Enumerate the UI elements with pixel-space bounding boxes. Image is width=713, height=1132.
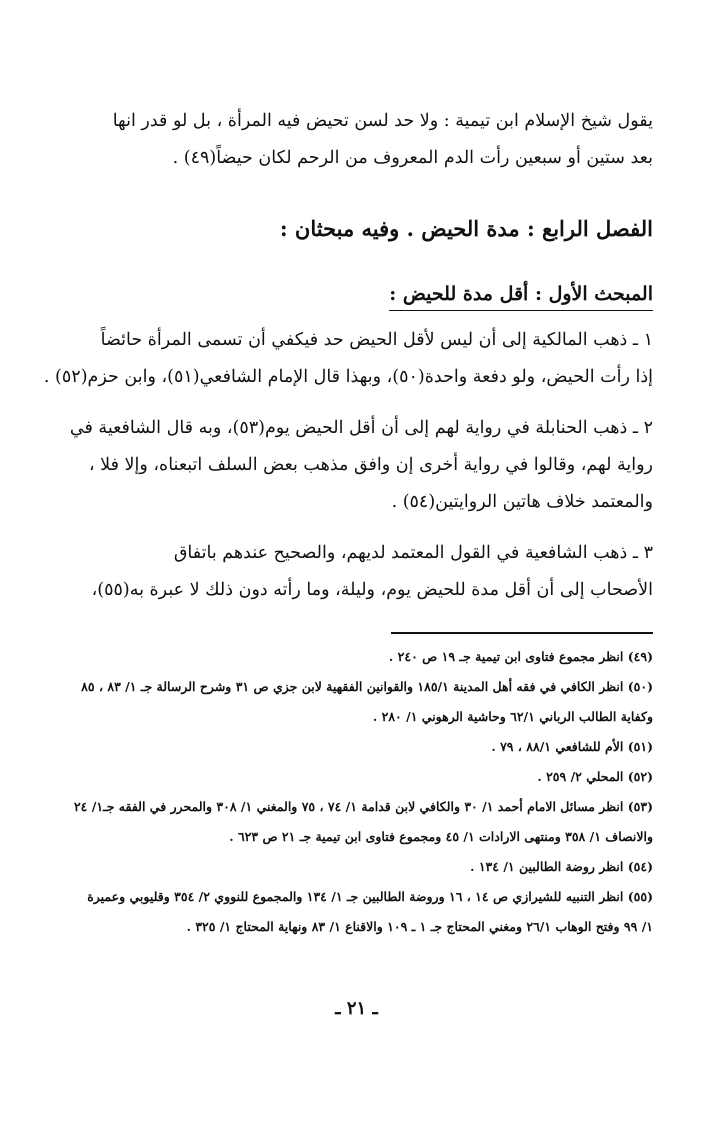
text-line: يقول شيخ الإسلام ابن تيمية : ولا حد لسن تحيض فيه المرأة ، بل لو قدر انها: [112, 111, 653, 131]
footnote-55-cont: ١/ ٩٩ وفتح الوهاب ٢٦/١ ومغني المحتاج جـ ١ ـ ١٠٩ والاقناع ١/ ٨٣ ونهاية المحتاج ١/ ٣٢٥ .: [186, 919, 653, 934]
chapter-heading-block: [95, 214, 653, 244]
section-heading-block: [95, 280, 653, 311]
text-line: بعد ستين أو سبعين رأت الدم المعروف من الرحم لكان حيضاً(٤٩) .: [172, 148, 653, 168]
footnote-52: (٥٢) المحلي ٢/ ٢٥٩ .: [537, 769, 653, 784]
footnote-divider: [391, 632, 653, 634]
footnote-51: (٥١) الأم للشافعي ٨٨/١ ، ٧٩ .: [491, 739, 653, 754]
footnotes: [73, 642, 653, 942]
footnote-53: (٥٣) انظر مسائل الامام أحمد ١/ ٣٠ والكافي لابن قدامة ١/ ٧٤ ، ٧٥ والمغني ١/ ٣٠٨ والمحرر في الفقه جـ١/ ٢٤: [73, 799, 653, 814]
footnote-49: (٤٩) انظر مجموع فتاوى ابن تيمية جـ ١٩ ص ٢٤٠ .: [388, 649, 653, 664]
footnote-53-cont: والانصاف ١/ ٣٥٨ ومنتهى الارادات ١/ ٤٥ ومجموع فتاوى ابن تيمية جـ ٢١ ص ٦٢٣ .: [229, 829, 653, 844]
intro-paragraph: [95, 103, 653, 177]
text-line: والمعتمد خلاف هاتين الروايتين(٥٤) .: [391, 492, 653, 512]
section-heading: المبحث الأول : أقل مدة للحيض :: [389, 280, 653, 311]
page-number: ـ ٢١ ـ: [335, 998, 378, 1019]
footnote-50: (٥٠) انظر الكافي في فقه أهل المدينة ١٨٥/١ والقوانين الفقهية لابن جزي ص ٣١ وشرح الرسالة جـ ١/ ٨٣ ، ٨٥: [81, 679, 653, 694]
footnote-50-cont: وكفاية الطالب الرباني ٦٢/١ وحاشية الرهوني ١/ ٢٨٠ .: [372, 709, 653, 724]
chapter-heading: الفصل الرابع : مدة الحيض . وفيه مبحثان :: [279, 216, 653, 241]
text-line: ٢ ـ ذهب الحنابلة في رواية لهم إلى أن أقل الحيض يوم(٥٣)، وبه قال الشافعية في: [69, 418, 653, 438]
text-line: الأصحاب إلى أن أقل مدة للحيض يوم، وليلة، وما رأته دون ذلك لا عبرة به(٥٥)،: [91, 580, 653, 600]
text-line: ٣ ـ ذهب الشافعية في القول المعتمد لديهم، والصحيح عندهم باتفاق: [173, 543, 653, 563]
text-line: إذا رأت الحيض، ولو دفعة واحدة(٥٠)، وبهذا قال الإمام الشافعي(٥١)، وابن حزم(٥٢) .: [43, 367, 653, 387]
footnote-55: (٥٥) انظر التنبيه للشيرازي ص ١٤ ، ١٦ وروضة الطالبين جـ ١/ ١٣٤ والمجموع للنووي ٢/ ٣٥٤ وقليوبي وعميرة: [87, 889, 653, 904]
paragraph-2: [69, 410, 653, 521]
paragraph-1: [43, 322, 653, 396]
text-line: رواية لهم، وقالوا في رواية أخرى إن وافق مذهب بعض السلف اتبعناه، وإلا فلا ،: [88, 455, 653, 475]
paragraph-3: [91, 535, 653, 609]
footnote-54: (٥٤) انظر روضة الطالبين ١/ ١٣٤ .: [470, 859, 653, 874]
text-line: ١ ـ ذهب المالكية إلى أن ليس لأقل الحيض حد فيكفي أن تسمى المرأة حائضاً: [100, 330, 653, 350]
